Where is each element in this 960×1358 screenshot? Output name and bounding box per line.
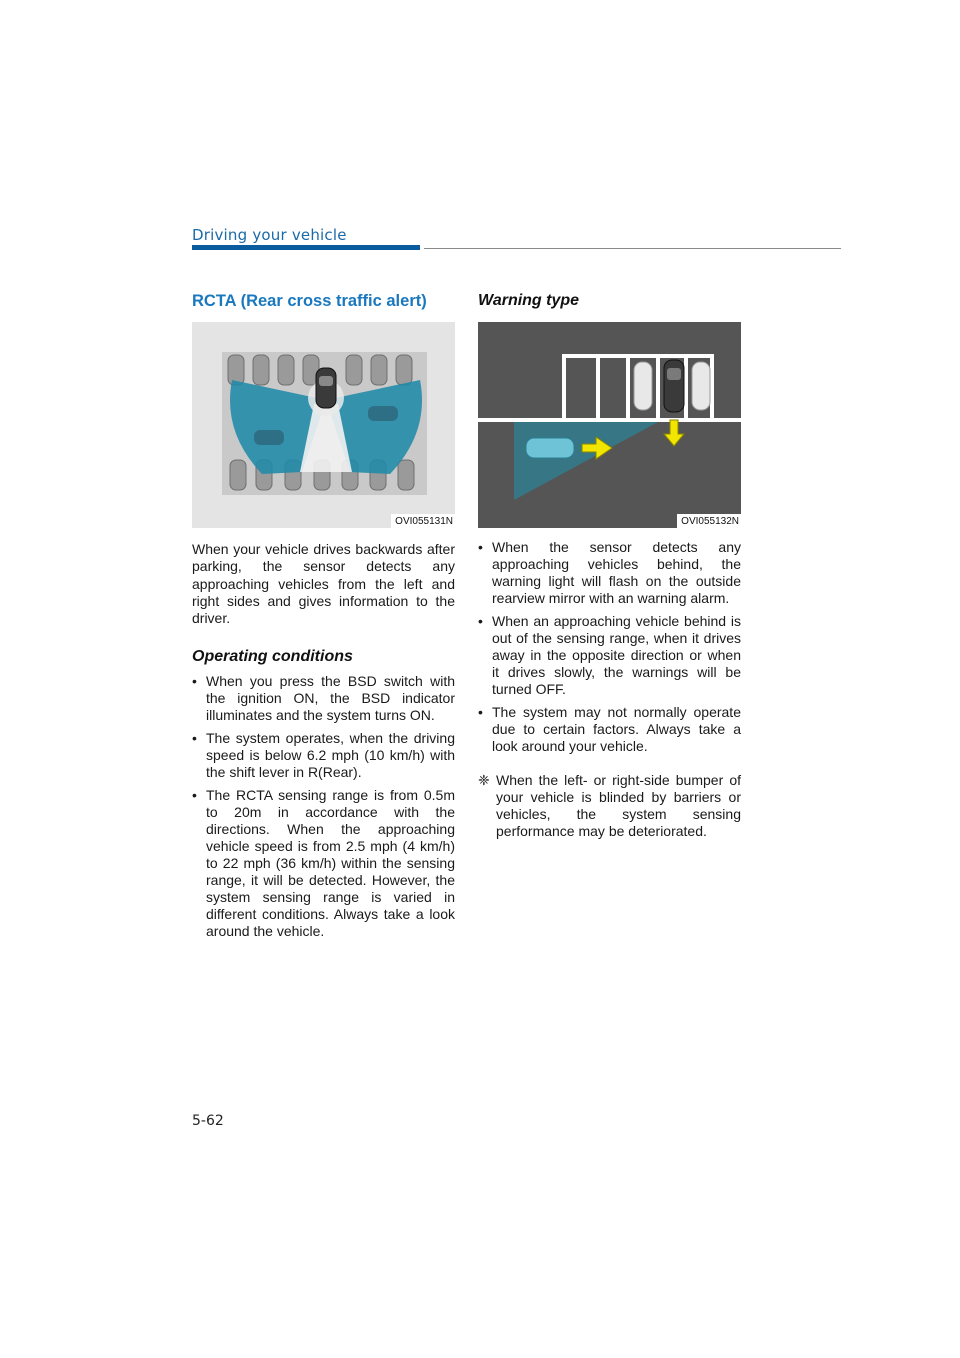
rcta-illustration [192, 322, 455, 528]
header-rule-accent [192, 245, 420, 250]
list-item: • The system may not normally operate due to certain factors. Always take a look around your vehicle. [478, 704, 741, 754]
intro-paragraph: When your vehicle drives backwards after parking, the sensor detects any approaching vehicles from the left and right sides and gives information to the driver. [192, 541, 455, 627]
operating-conditions-list [192, 673, 455, 940]
list-item: • When you press the BSD switch with the ignition ON, the BSD indicator illuminates and the system turns ON. [192, 673, 455, 724]
bullet-icon: • [192, 730, 197, 747]
figure-code: OVI055132N [677, 514, 741, 528]
header-rule [424, 248, 841, 249]
list-item: • When an approaching vehicle behind is out of the sensing range, when it drives away in the opposite direction or when it drives slowly, the warnings will be turned OFF. [478, 613, 741, 697]
list-item: • The system operates, when the driving speed is below 6.2 mph (10 km/h) with the shift lever in R(Rear). [192, 730, 455, 781]
list-item: • The RCTA sensing range is from 0.5m to 20m in accordance with the directions. When the approaching vehicle speed is from 2.5 mph (4 km/h) to 22 mph (36 km/h) within the sensing range, it will be detected. However, the system sensing range is varied in different conditions. Always take a look around the vehicle. [192, 787, 455, 940]
bullet-icon: • [478, 613, 483, 629]
bullet-icon: • [478, 704, 483, 720]
warning-type-list [478, 539, 741, 755]
list-item: • When the sensor detects any approaching vehicles behind, the warning light will flash on the outside rearview mirror with an warning alarm. [478, 539, 741, 606]
chapter-header: Driving your vehicle [192, 226, 347, 244]
warning-figure [478, 322, 741, 528]
warning-type-title: Warning type [478, 292, 580, 309]
figure-code: OVI055131N [391, 514, 455, 528]
section-title: RCTA (Rear cross traffic alert) [192, 292, 427, 310]
page-number: 5-62 [192, 1113, 224, 1129]
left-column [192, 290, 455, 946]
right-column [478, 290, 741, 840]
note [478, 772, 741, 840]
bullet-icon: • [478, 539, 483, 555]
rcta-figure [192, 322, 455, 528]
bullet-icon: • [192, 673, 197, 690]
note-icon: ❈ [478, 772, 490, 788]
operating-conditions-title: Operating conditions [192, 648, 353, 666]
warning-illustration [478, 322, 741, 528]
bullet-icon: • [192, 787, 197, 804]
note-text: When the left- or right-side bumper of your vehicle is blinded by barriers or vehicles, the system sensing performance may be deteriorated. [496, 772, 741, 839]
